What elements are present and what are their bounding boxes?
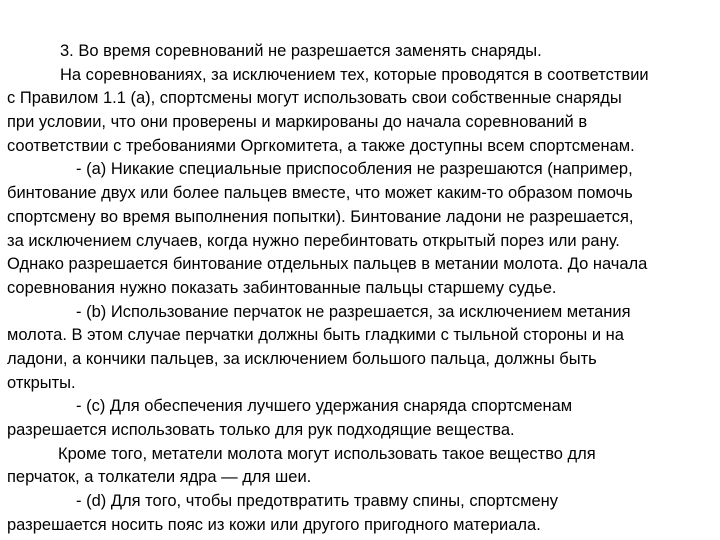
rules-text <box>7 40 713 537</box>
text-line: разрешается носить пояс из кожи или другого пригодного материала. <box>7 515 541 534</box>
text-line: спортсмену во время выполнения попытки). Бинтование ладони не разрешается, <box>7 207 634 226</box>
text-line: молота. В этом случае перчатки должны быть гладкими с тыльной стороны и на <box>7 326 624 345</box>
text-line: - (с) Для обеспечения лучшего удержания снаряда спортсменам <box>76 397 573 416</box>
text-line: соответствии с требованиями Оргкомитета, а также доступны всем спортсменам. <box>7 136 635 155</box>
text-line: перчаток, а толкатели ядра — для шеи. <box>7 468 312 487</box>
text-line: бинтование двух или более пальцев вместе, что может каким-то образом помочь <box>7 184 633 203</box>
text-line: - (d) Для того, чтобы предотвратить травму спины, спортсмену <box>76 492 559 511</box>
text-line: Однако разрешается бинтование отдельных пальцев в метании молота. До начала <box>7 255 648 274</box>
text-line: с Правилом 1.1 (а), спортсмены могут использовать свои собственные снаряды <box>7 89 622 108</box>
text-line: соревнования нужно показать забинтованные пальцы старшему судье. <box>7 278 557 297</box>
text-line: открыты. <box>7 373 76 392</box>
text-line: за исключением случаев, когда нужно перебинтовать открытый порез или рану. <box>7 231 620 250</box>
text-line: - (а) Никакие специальные приспособления не разрешаются (например, <box>76 160 633 179</box>
text-line: при условии, что они проверены и маркированы до начала соревнований в <box>7 113 588 132</box>
text-line: - (b) Использование перчаток не разрешается, за исключением метания <box>76 302 631 321</box>
text-line: разрешается использовать только для рук подходящие вещества. <box>7 421 515 439</box>
text-line: На соревнованиях, за исключением тех, которые проводятся в соответствии <box>60 65 649 84</box>
text-line: Кроме того, метатели молота могут использовать такое вещество для <box>58 444 596 463</box>
text-line: ладони, а кончики пальцев, за исключением большого пальца, должны быть <box>7 349 597 368</box>
text-line: 3. Во время соревнований не разрешается заменять снаряды. <box>60 42 542 60</box>
